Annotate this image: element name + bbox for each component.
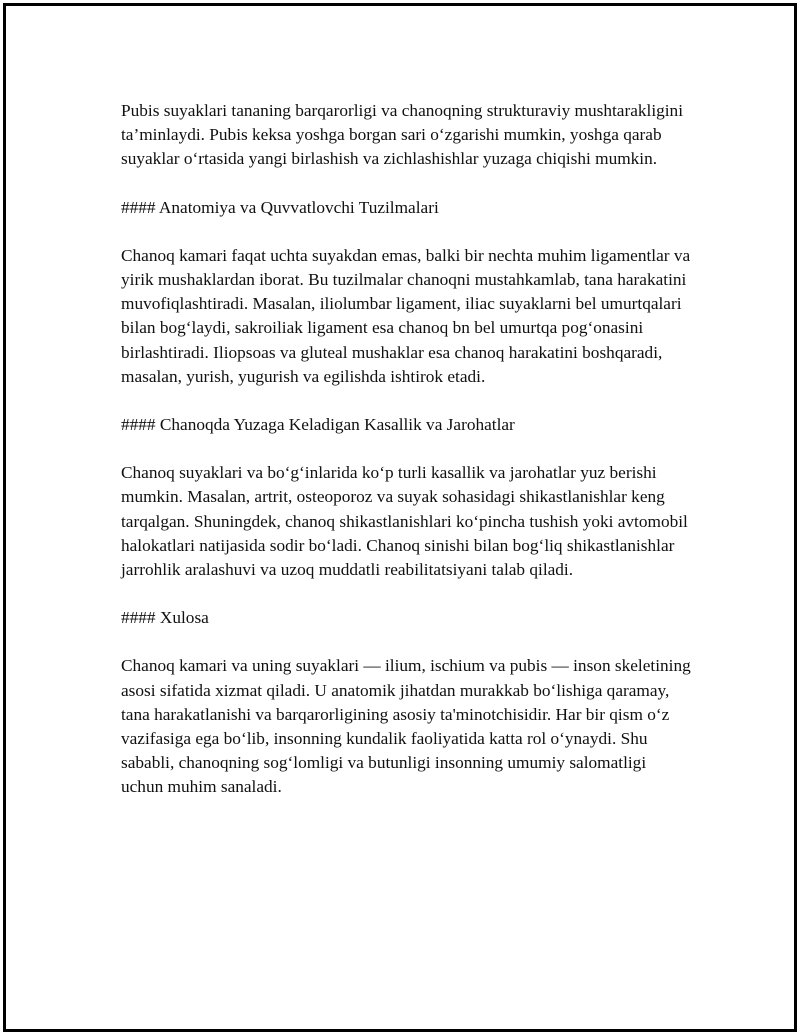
page-frame: [3, 3, 797, 1032]
paragraph-xulosa: Chanoq kamari va uning suyaklari — ilium, ischium va pubis — inson skeletining asosi sifatida xizmat qiladi. U anatomik jihatdan murakkab bo‘lishiga qaramay, tana harakatlanishi va barqarorligining asosiy ta'minotchisidir. Har bir qism o‘z vazifasiga ega bo‘lib, insonning kundalik faoliyatida katta rol o‘ynaydi. Shu sababli, chanoqning sog‘lomligi va butunligi insonning umumiy salomatligi uchun muhim sanaladi.: [121, 656, 691, 797]
paragraph-kasallik: Chanoq suyaklari va bo‘g‘inlarida ko‘p turli kasallik va jarohatlar yuz berishi mumkin. Masalan, artrit, osteoporoz va suyak sohasidagi shikastlanishlar keng tarqalgan. Shuningdek, chanoq shikastlanishlari ko‘pincha tushish yoki avtomobil halokatlari natijasida sodir bo‘ladi. Chanoq sinishi bilan bog‘liq shikastlanishlar jarrohlik aralashuvi va uzoq muddatli reabilitatsiyani talab qiladi.: [121, 463, 688, 580]
heading-xulosa: #### Xulosa: [121, 608, 209, 628]
heading-kasallik: #### Chanoqda Yuzaga Keladigan Kasallik va Jarohatlar: [121, 415, 515, 435]
paragraph-anatomiya: Chanoq kamari faqat uchta suyakdan emas, balki bir nechta muhim ligamentlar va yirik mushaklardan iborat. Bu tuzilmalar chanoqni mustahkamlab, tana harakatini muvofiqlashtiradi. Masalan, iliolumbar ligament, iliac suyaklarni bel umurtqalari bilan bog‘laydi, sakroiliak ligament esa chanoq bn bel umurtqa pog‘onasini birlashtiradi. Iliopsoas va gluteal mushaklar esa chanoq harakatini boshqaradi, masalan, yurish, yugurish va egilishda ishtirok etadi.: [121, 245, 691, 386]
heading-anatomiya: #### Anatomiya va Quvvatlovchi Tuzilmalari: [121, 197, 439, 217]
paragraph-pubis: Pubis suyaklari tananing barqarorligi va chanoqning strukturaviy mushtarakligini ta’minlaydi. Pubis keksa yoshga borgan sari o‘zgarishi mumkin, yoshga qarab suyaklar o‘rtasida yangi birlashish va zichlashishlar yuzaga chiqishi mumkin.: [121, 101, 684, 169]
page-content: [121, 99, 691, 824]
